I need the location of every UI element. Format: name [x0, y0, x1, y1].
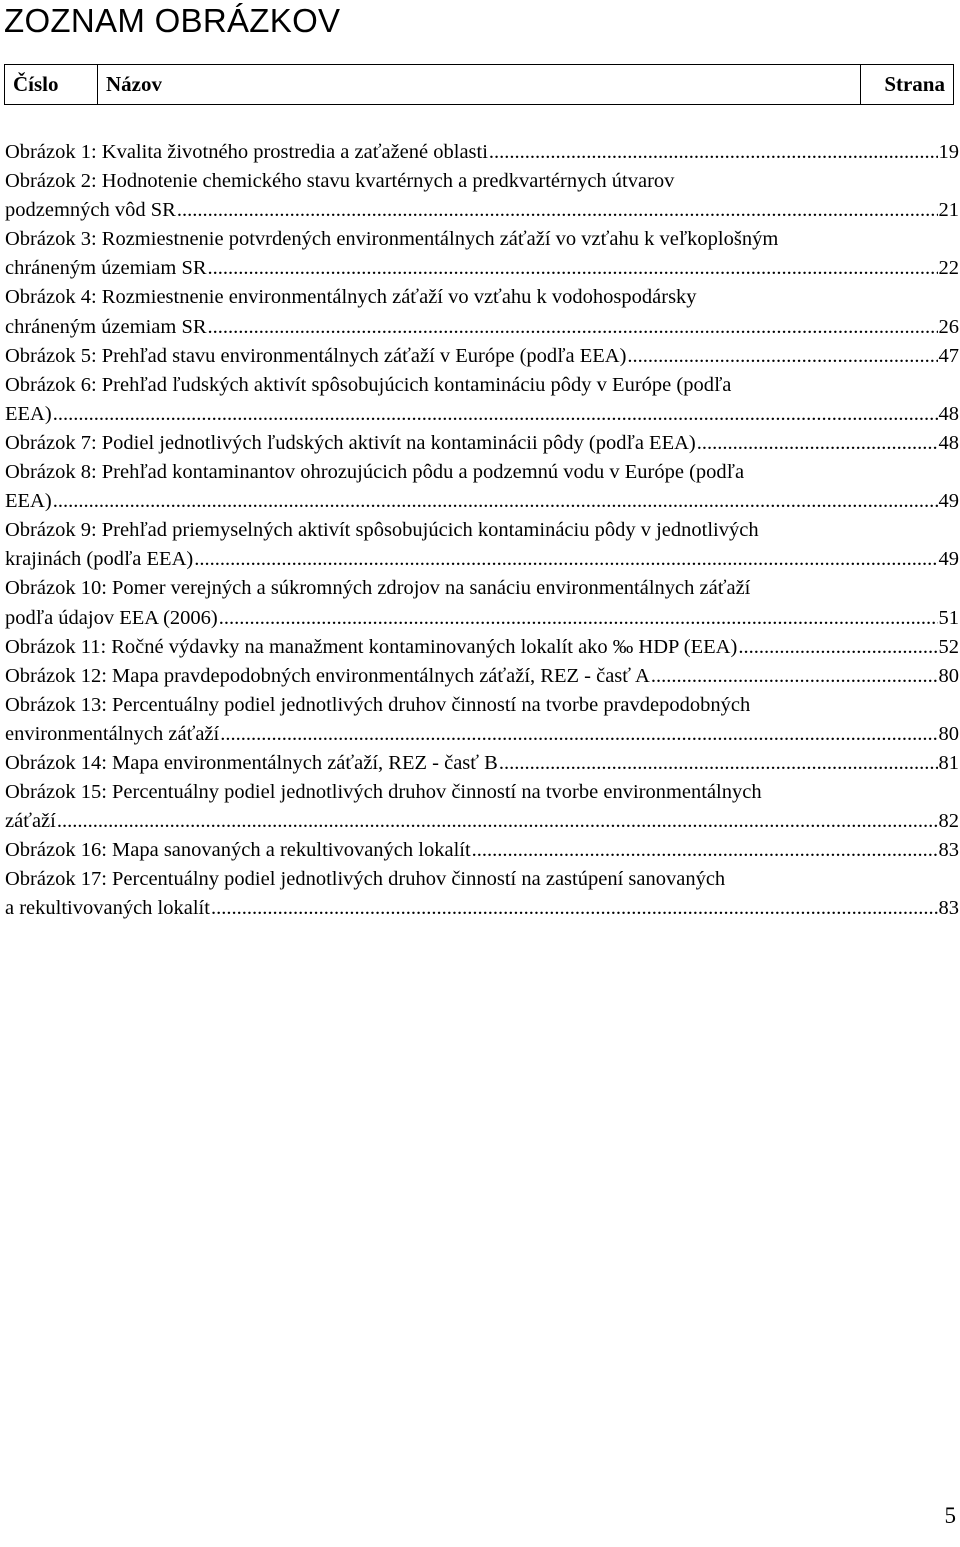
toc-entry-text: environmentálnych záťaží	[5, 722, 220, 745]
dot-leader	[651, 662, 938, 691]
toc-entry-text: Obrázok 10: Pomer verejných a súkromných zdrojov na sanáciu environmentálnych záťaží	[5, 577, 751, 600]
dot-leader	[53, 487, 938, 516]
toc-entry-page: 22	[938, 257, 959, 280]
toc-entry-text: Obrázok 3: Rozmiestnenie potvrdených environmentálnych záťaží vo vzťahu k veľkoplošným	[5, 228, 779, 251]
toc-entry-page: 51	[938, 606, 959, 629]
toc-entry-page: 83	[938, 839, 959, 862]
dot-leader	[627, 342, 937, 371]
dot-leader	[53, 400, 938, 429]
page-number: 5	[944, 1503, 956, 1528]
dot-leader	[499, 749, 938, 778]
toc-entry-text: Obrázok 2: Hodnotenie chemického stavu kvartérnych a predkvartérnych útvarov	[5, 170, 675, 193]
toc-entry-text: Obrázok 17: Percentuálny podiel jednotlivých druhov činností na zastúpení sanovaných	[5, 868, 726, 891]
toc-entry-last-line	[5, 662, 959, 691]
toc-entry-last-line	[5, 894, 959, 923]
toc-entry-page: 47	[938, 344, 959, 367]
toc-entry-page: 48	[938, 402, 959, 425]
toc-entry-last-line	[5, 720, 959, 749]
header-page: Strana	[861, 65, 954, 105]
toc-entry-page: 19	[938, 141, 959, 163]
dot-leader	[219, 604, 938, 633]
toc-entry-page: 83	[938, 897, 959, 920]
toc-entry[interactable]	[5, 429, 959, 458]
toc-entry-text: Obrázok 14: Mapa environmentálnych záťaží, REZ - časť B	[5, 751, 498, 774]
toc-entry[interactable]	[5, 371, 959, 429]
toc-entry-page: 80	[938, 664, 959, 687]
toc-entry-text: Obrázok 13: Percentuálny podiel jednotlivých druhov činností na tvorbe pravdepodobných	[5, 693, 751, 716]
page-title: ZOZNAM OBRÁZKOV	[4, 2, 341, 39]
dot-leader	[194, 545, 937, 574]
toc-entry[interactable]	[5, 865, 959, 923]
toc-entry[interactable]	[5, 633, 959, 662]
toc-entry-last-line	[5, 836, 959, 865]
dot-leader	[211, 894, 938, 923]
toc-entry-last-line	[5, 429, 959, 458]
toc-entry[interactable]	[5, 458, 959, 516]
toc-header-row	[5, 65, 954, 105]
toc-entry-last-line	[5, 807, 959, 836]
toc-entry[interactable]	[5, 138, 959, 167]
toc-entry-last-line	[5, 633, 959, 662]
toc-entry[interactable]	[5, 574, 959, 632]
toc-entry-page: 48	[938, 431, 959, 454]
dot-leader	[208, 313, 938, 342]
toc-entry[interactable]	[5, 778, 959, 836]
toc-entry-page: 26	[938, 315, 959, 338]
toc-entry-last-line	[5, 545, 959, 574]
toc-entry-text: EEA)	[5, 490, 52, 513]
header-number: Číslo	[5, 65, 98, 105]
dot-leader	[738, 633, 937, 662]
toc-entry-text: Obrázok 12: Mapa pravdepodobných environmentálnych záťaží, REZ - časť A	[5, 664, 650, 687]
toc-entry-last-line	[5, 196, 959, 225]
toc-entry-page: 80	[938, 722, 959, 745]
dot-leader	[697, 429, 938, 458]
dot-leader	[489, 138, 938, 167]
toc-entry-page: 49	[938, 548, 959, 571]
toc-entry[interactable]	[5, 749, 959, 778]
toc-entry[interactable]	[5, 691, 959, 749]
toc-entry-text: Obrázok 9: Prehľad priemyselných aktivít spôsobujúcich kontamináciu pôdy v jednotlivých	[5, 519, 759, 542]
toc-entry-page: 82	[938, 810, 959, 833]
dot-leader	[220, 720, 937, 749]
toc-entry-last-line	[5, 487, 959, 516]
toc-entry-text: a rekultivovaných lokalít	[5, 897, 210, 920]
toc-entry-page: 21	[938, 199, 959, 222]
toc-entry-last-line	[5, 254, 959, 283]
toc-entry[interactable]	[5, 283, 959, 341]
toc-entry-last-line	[5, 749, 959, 778]
toc-entry-last-line	[5, 604, 959, 633]
toc-entry-page: 52	[938, 635, 959, 658]
toc-entry-text: krajinách (podľa EEA)	[5, 548, 194, 571]
dot-leader	[472, 836, 938, 865]
header-name: Názov	[98, 65, 861, 105]
dot-leader	[177, 196, 938, 225]
toc-entry[interactable]	[5, 342, 959, 371]
toc-entry-last-line	[5, 342, 959, 371]
toc-entry-text: Obrázok 11: Ročné výdavky na manažment kontaminovaných lokalít ako ‰ HDP (EEA)	[5, 635, 738, 658]
toc-entry-page: 49	[938, 490, 959, 513]
toc-entry[interactable]	[5, 225, 959, 283]
toc-entry-last-line	[5, 313, 959, 342]
toc-entry-text: Obrázok 5: Prehľad stavu environmentálnych záťaží v Európe (podľa EEA)	[5, 344, 627, 367]
toc-entry-text: chráneným územiam SR	[5, 257, 207, 280]
toc-entry-text: EEA)	[5, 402, 52, 425]
toc-entry[interactable]	[5, 167, 959, 225]
list-of-figures	[5, 138, 959, 924]
toc-entry-text: Obrázok 6: Prehľad ľudských aktivít spôsobujúcich kontamináciu pôdy v Európe (podľa	[5, 373, 732, 396]
toc-entry[interactable]	[5, 516, 959, 574]
toc-entry-text: podľa údajov EEA (2006)	[5, 606, 218, 629]
dot-leader	[57, 807, 938, 836]
dot-leader	[208, 254, 938, 283]
toc-entry-text: Obrázok 7: Podiel jednotlivých ľudských aktivít na kontaminácii pôdy (podľa EEA)	[5, 431, 696, 454]
toc-entry-text: Obrázok 8: Prehľad kontaminantov ohrozujúcich pôdu a podzemnú vodu v Európe (podľa	[5, 461, 745, 484]
toc-entry[interactable]	[5, 662, 959, 691]
toc-entry-last-line	[5, 138, 959, 167]
toc-entry[interactable]	[5, 836, 959, 865]
toc-entry-text: Obrázok 15: Percentuálny podiel jednotlivých druhov činností na tvorbe environmentálnych	[5, 781, 762, 804]
toc-entry-text: Obrázok 1: Kvalita životného prostredia a zaťažené oblasti	[5, 141, 488, 163]
toc-entry-text: chráneným územiam SR	[5, 315, 207, 338]
toc-header-table	[4, 64, 954, 105]
toc-entry-page: 81	[938, 751, 959, 774]
toc-entry-text: podzemných vôd SR	[5, 199, 176, 222]
toc-entry-text: záťaží	[5, 810, 56, 833]
toc-entry-text: Obrázok 4: Rozmiestnenie environmentálnych záťaží vo vzťahu k vodohospodársky	[5, 286, 697, 309]
toc-entry-last-line	[5, 400, 959, 429]
toc-entry-text: Obrázok 16: Mapa sanovaných a rekultivovaných lokalít	[5, 839, 471, 862]
